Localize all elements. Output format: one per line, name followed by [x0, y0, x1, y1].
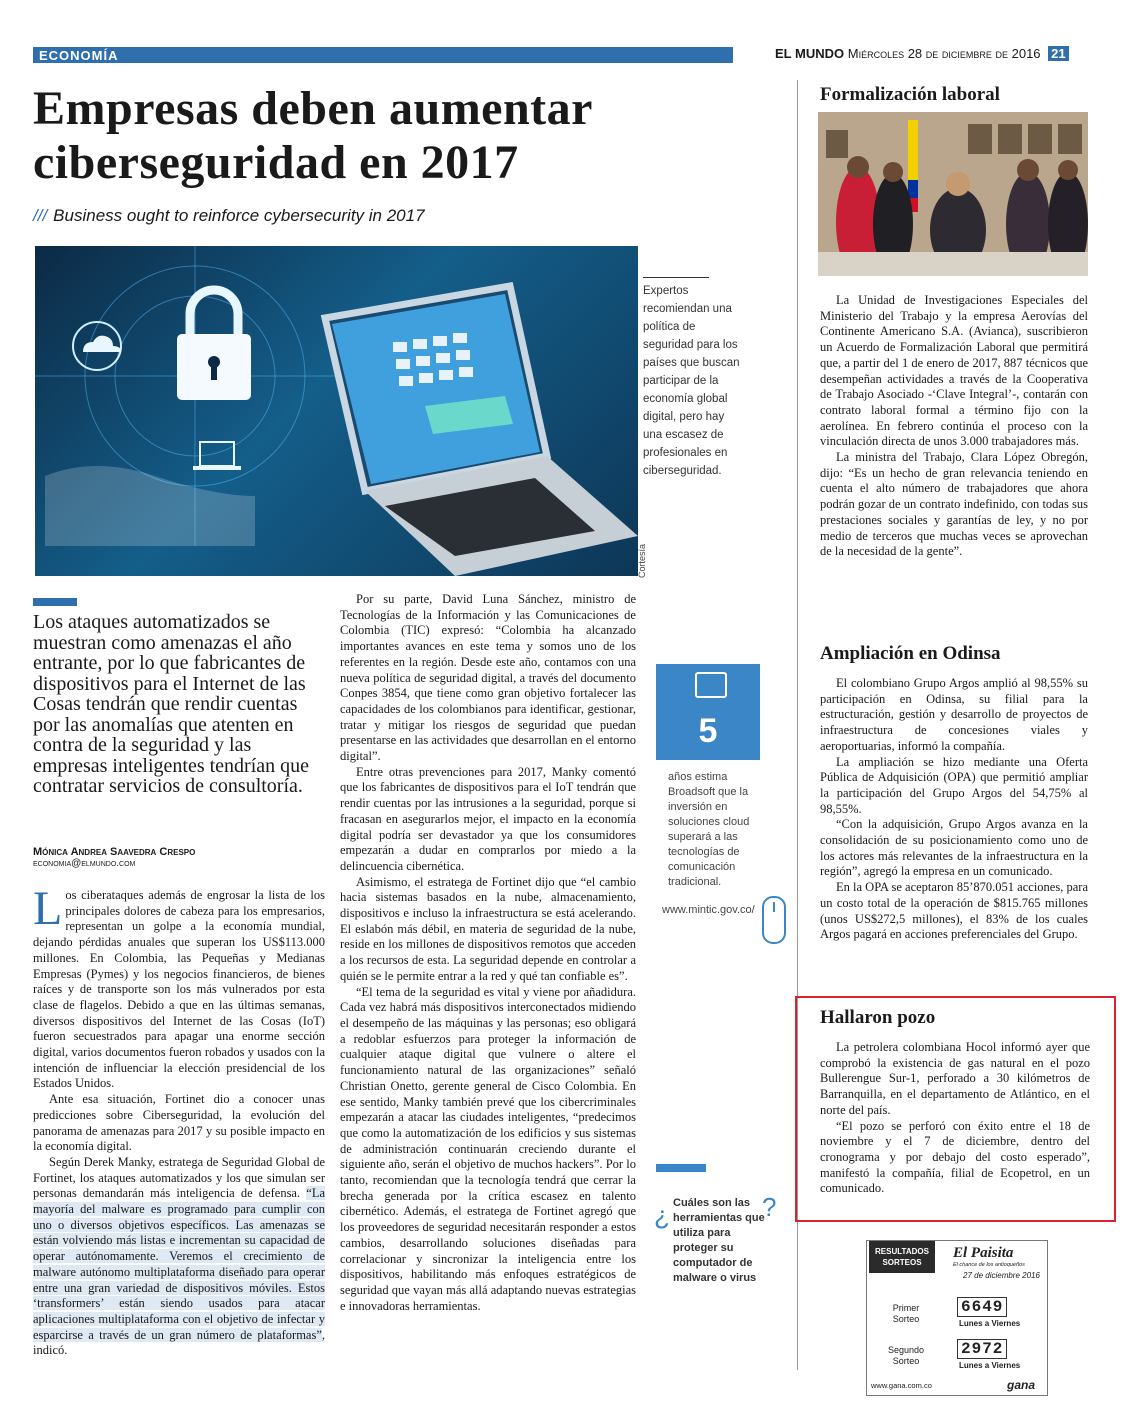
headline-line-2: ciberseguridad en 2017 [33, 136, 519, 189]
section-label: ECONOMÍA [39, 48, 119, 63]
caption-rule [643, 277, 709, 278]
draw-2-number: 2972 [957, 1339, 1007, 1359]
byline-name: Mónica Andrea Saavedra Crespo [33, 846, 196, 858]
question-close-icon: ? [762, 1192, 777, 1222]
paper-name: EL MUNDO [775, 46, 845, 61]
lede-marker [33, 598, 77, 606]
lede-text: Los ataques automatizados se muestran como amenazas el año entrante, por lo que fabricantes de dispositivos para el Internet de las Cosas tendrán que rendir cuentas por las anomalías que atenten en contra de la seguridad y las empresas inteligentes tendrían que contratar servicios de consultoría. [33, 611, 310, 797]
subhead-text: Business ought to reinforce cybersecurity in 2017 [53, 206, 425, 225]
sidebar-body-formalizacion: La Unidad de Investigaciones Especiales del Ministerio del Trabajo y la empresa Aerovías del Continente Americano S.A. (Avianca), suscribieron un Acuerdo de Formalización Laboral que permitirá que, a partir del 1 de enero de 2017, 887 técnicos que desempeñan actividades a través de la Cooperativa de Trabajo Asociado -‘Clave Integral’-, contarán con contrato laboral formal a término fijo con la aerolínea. En febrero continúa el proceso con la vinculación directa de unos 3.000 trabajadores más. La ministra del Trabajo, Clara López Obregón, dijo: “Es un hecho de gran relevancia teniendo en cuenta el alto número de trabajadores que ahora podrán gozar de un contrato indefinido, con todas sus prestaciones sociales y garantías de ley, y no por medio de terceros que muchas veces se aprovechan de la necesidad de la gente”. [820, 293, 1088, 559]
reader-question: Cuáles son las herramientas que utiliza para proteger su computador de malware o virus [673, 1197, 765, 1284]
article-column-2 [340, 592, 636, 1314]
lottery-results-ad [866, 1240, 1048, 1396]
signing-photo [818, 112, 1088, 276]
highlighted-quote: “La mayoría del malware es programado para cumplir con uno o diversos objetivos específicos. Las amenazas se están volviendo más listas e incrementan su capacidad de operar autónomamente. Veremos el crecimiento de malware autónomo multiplataforma diseñado para operar entre una gran variedad de dispositivos móviles. Estos ‘transformers’ están siendo usados para atacar aplicaciones multiplataforma con el objetivo de infectar y esparcirse a través de un gran número de plataformas” [33, 1186, 325, 1342]
subhead [33, 206, 733, 226]
issue-date: Miércoles 28 de diciembre de 2016 [847, 46, 1041, 61]
lottery-brand-tagline: El chance de los antioqueños [953, 1262, 1025, 1268]
question-marker [656, 1164, 706, 1172]
body-paragraph-2: Ante esa situación, Fortinet dio a conocer unas predicciones sobre Ciberseguridad, la evolución del panorama de amenazas para 2017 y su posible impacto en la economía digital. [33, 1092, 325, 1154]
drop-cap: L [33, 882, 63, 935]
gana-logo: gana [1007, 1378, 1036, 1392]
lottery-date: 27 de diciembre 2016 [963, 1271, 1040, 1280]
photo-caption: Expertos recomiendan una política de seguridad para los países que buscan participar de la economía global digital, pero hay una escasez de profesionales en ciberseguridad. [643, 285, 740, 477]
body-paragraph-5: Entre otras prevenciones para 2017, Manky comentó que los fabricantes de dispositivos para el IoT tendrán que rendir cuentas por las intrusiones a la seguridad, porque si fracasan en asegurarlos mejor, el impacto en la economía digital podría ser devastador ya que los consumidores empezarán a dudar en comprarlos por miedo a la delincuencia cibernética. [340, 764, 636, 873]
byline [33, 846, 323, 869]
laptop-graphic [325, 286, 638, 576]
section-banner [33, 47, 733, 63]
mouse-icon [762, 896, 786, 944]
body-paragraph-4: Por su parte, David Luna Sánchez, ministro de Tecnologías de la Información y las Comunicaciones de Colombia (TIC) expresó: “Colombia ha alcanzado importantes avances en este tema y somos uno de los referentes en la región. Desde este año, contamos con una nueva política de seguridad digital, a través del documento Conpes 3854, que tiene como gran objetivo fortalecer las capacidades de los colombianos para identificar, gestionar, tratar y mitigar los riesgos de seguridad que puedan presentarse en las actividades que desarrollan en el entorno digital”. [340, 592, 636, 764]
photo-credit: Cortesía [637, 543, 647, 578]
body-paragraph-7: “El tema de la seguridad es vital y viene por añadidura. Cada vez habrá más dispositivos interconectados midiendo el desempeño de las máquinas y las personas; eso obligará a redoblar esfuerzos para proteger la información de cualquier ataque digital que vulnere o altere el funcionamiento natural de las organizaciones” señaló Christian Onetto, gerente general de Cisco Colombia. En ese sentido, Manky también prevé que los cibercriminales empezarán a atacar las ciudades inteligentes, “predecimos que como la automatización de los edificios y sus sistemas de administración continuarán creciendo durante el siguiente año, serán el objetivo de muchos hackers”. Por lo tanto, recomiendan que la tecnología tendrá que cerrar la brecha generada por la crítica escasez en talento cibernético. Además, el estratega de Fortinet agregó que los proveedores de seguridad necesitarán responder a estos cambios, desarrollando soluciones diseñadas para correlacionar y sincronizar la inteligencia entre los dispositivos, habilitando más enfoques estratégicos de seguridad que vayan más allá adaptando nuevas estrategias e innovadoras herramientas. [340, 984, 636, 1313]
draw-1-label: Primer Sorteo [892, 1303, 920, 1324]
cybersecurity-illustration [35, 246, 638, 576]
draw-2-schedule: Lunes a Viernes [959, 1361, 1021, 1370]
question-open-icon: ¿ [654, 1200, 670, 1230]
lottery-label: RESULTADOS SORTEOS [869, 1241, 935, 1273]
body-paragraph-6: Asimismo, el estratega de Fortinet dijo que “el cambio hacia sistemas basados en la nube, almacenamiento, dispositivos e incluso la infraestructura se está acelerando. El eslabón más débil, en materia de seguridad de la nube, reside en los millones de dispositivos remotos que acceden a los recursos de esta. La seguridad depende en controlar a quién se le permite entrar a la red y qué tan confiable es”. [340, 874, 636, 983]
headline [33, 82, 773, 190]
calendar-icon [695, 672, 727, 698]
padlock-icon [177, 290, 251, 400]
article-column-1 [33, 882, 325, 1359]
byline-email: economia@elmundo.com [33, 858, 136, 869]
headline-line-1: Empresas deben aumentar [33, 82, 593, 135]
hero-image [35, 246, 638, 576]
cloud-icon [73, 322, 121, 370]
sidebar-title-formalizacion: Formalización laboral [820, 84, 1000, 105]
body-paragraph-1: Los ciberataques además de engrosar la lista de los principales dolores de cabeza para los empresarios, representan un golpe a la economía mundial, dejando pérdidas anuales que superan los US$113.000 millones. En Colombia, las Pequeñas y Medianas Empresas (Pymes) y los negocios financieros, de bienes raíces y de transporte son los más vulnerados por esta clase de flagelos. Debido a que en las últimas semanas, diversos dispositivos del Internet de las Cosas (IoT) fueron secuestrados para apagar una enorme sección digital, varios documentos fueron robados y usados con la intención de influenciar la elección presidencial de los Estados Unidos. [33, 882, 325, 1091]
sidebar-body-odinsa: El colombiano Grupo Argos amplió al 98,55% su participación en Odinsa, su filial para la estructuración, gestión y desarrollo de proyectos de infraestructura de concesiones viales y aeroportuarias, informó la compañía. La ampliación se hizo mediante una Oferta Pública de Adquisición (OPA) que permitió ampliar la participación del Grupo Argos del 54,75% al 98,55%. “Con la adquisición, Grupo Argos avanza en la consolidación de su posicionamiento como uno de los actores más relevantes de la infraestructura en la región”, agregó la empresa en un comunicado. En la OPA se aceptaron 85’870.051 acciones, para un costo total de la operación de $815.765 millones (unos US$272,5 millones), el 83% de los cuales Argos pagará en acciones preferenciales del Grupo. [820, 676, 1088, 942]
lottery-brand: El Paisita [953, 1245, 1014, 1261]
source-url[interactable]: www.mintic.gov.co/ [662, 904, 755, 916]
sidebar-title-odinsa: Ampliación en Odinsa [820, 643, 1001, 664]
sidebar-title-pozo: Hallaron pozo [820, 1007, 936, 1028]
draw-2-label: Segundo Sorteo [887, 1345, 925, 1366]
draw-1-number: 6649 [957, 1297, 1007, 1317]
draw-1-schedule: Lunes a Viernes [959, 1319, 1021, 1328]
page-number: 21 [1048, 46, 1068, 61]
subhead-mark: /// [33, 206, 48, 225]
laptop-icon [193, 442, 241, 470]
sidebar-body-pozo: La petrolera colombiana Hocol informó ayer que comprobó la existencia de gas natural en el pozo Bullerengue Sur-1, perforado a 30 kilómetros de Barranquilla, en el departamento de Atlántico, en el norte del país. “El pozo se perforó con éxito entre el 18 de noviembre y el 7 de diciembre, dentro del cronograma y por debajo del costo esperado”, manifestó la compañía, filial de Ecopetrol, en un comunicado. [820, 1040, 1090, 1196]
body-paragraph-3: Según Derek Manky, estratega de Seguridad Global de Fortinet, los ataques automatizados y los que simulan ser personas demandarán más inteligencia de defensa. “La mayoría del malware es programado para cumplir con uno o diversos objetivos específicos. Las amenazas se están volviendo más listas e incrementan su capacidad de operar autónomamente. Veremos el crecimiento de malware autónomo multiplataforma diseñado para operar entre una gran variedad de dispositivos móviles. Estos ‘transformers’ están siendo usados para atacar aplicaciones multiplataforma con el objetivo de infectar y esparcirse a través de un gran número de plataformas”, indicó. [33, 1154, 325, 1358]
masthead [775, 46, 1095, 61]
fact-text: años estima Broadsoft que la inversión en soluciones cloud superará a las tecnologías de comunicación tradicional. [668, 771, 750, 888]
fact-number: 5 [698, 712, 718, 750]
lottery-url[interactable]: www.gana.com.co [871, 1381, 932, 1390]
